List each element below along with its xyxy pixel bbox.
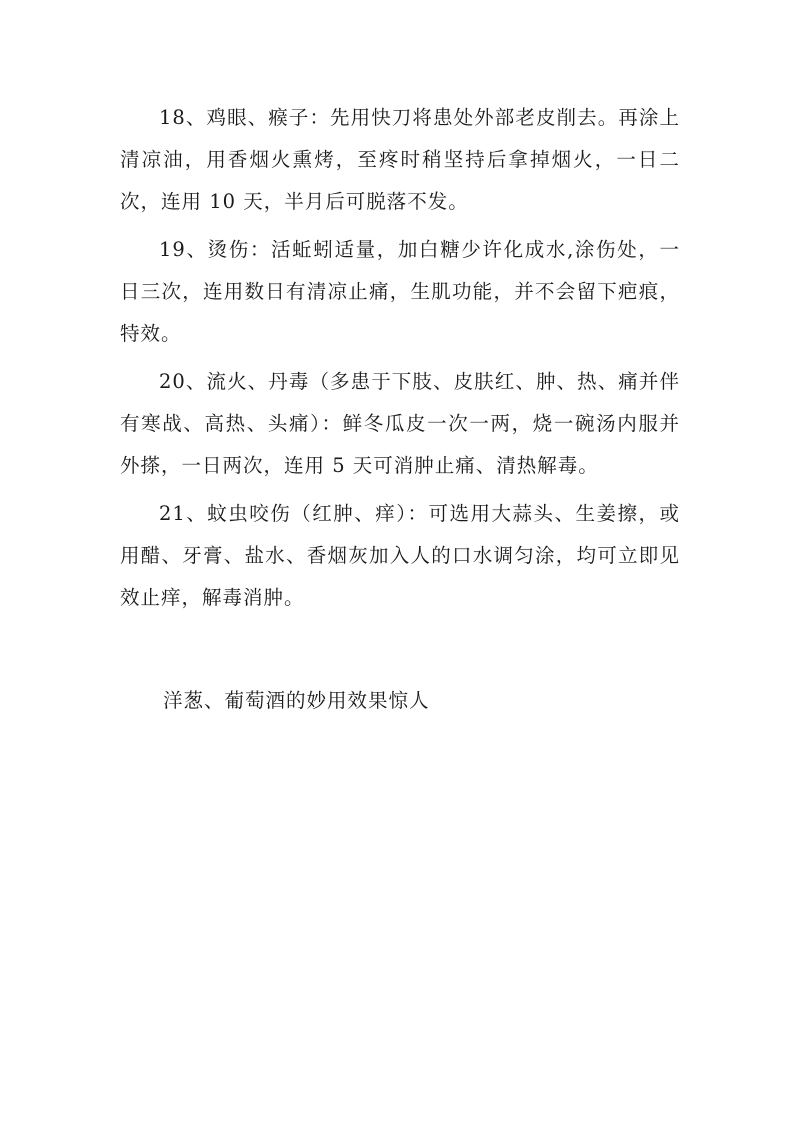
document-body — [120, 97, 680, 625]
paragraph-20-erysipelas: 20、流火、丹毒（多患于下肢、皮肤红、肿、热、痛并伴有寒战、高热、头痛）：鲜冬瓜皮一次一两，烧一碗汤内服并外搽，一日两次，连用 5 天可消肿止痛、清热解毒。 — [120, 370, 680, 477]
paragraph-18-corns-warts: 18、鸡眼、瘊子：先用快刀将患处外部老皮削去。再涂上清凉油，用香烟火熏烤，至疼时稍坚持后拿掉烟火，一日二次，连用 10 天，半月后可脱落不发。 — [120, 106, 680, 213]
paragraph-19-burns: 19、烫伤：活蚯蚓适量，加白糖少许化成水,涂伤处，一日三次，连用数日有清凉止痛，生肌功能，并不会留下疤痕，特效。 — [120, 238, 680, 345]
paragraph-21-insect-bites: 21、蚊虫咬伤（红肿、痒）：可选用大蒜头、生姜擦，或用醋、牙膏、盐水、香烟灰加入人的口水调匀涂，均可立即见效止痒，解毒消肿。 — [120, 502, 680, 609]
section-title: 洋葱、葡萄酒的妙用效果惊人 — [163, 689, 430, 712]
